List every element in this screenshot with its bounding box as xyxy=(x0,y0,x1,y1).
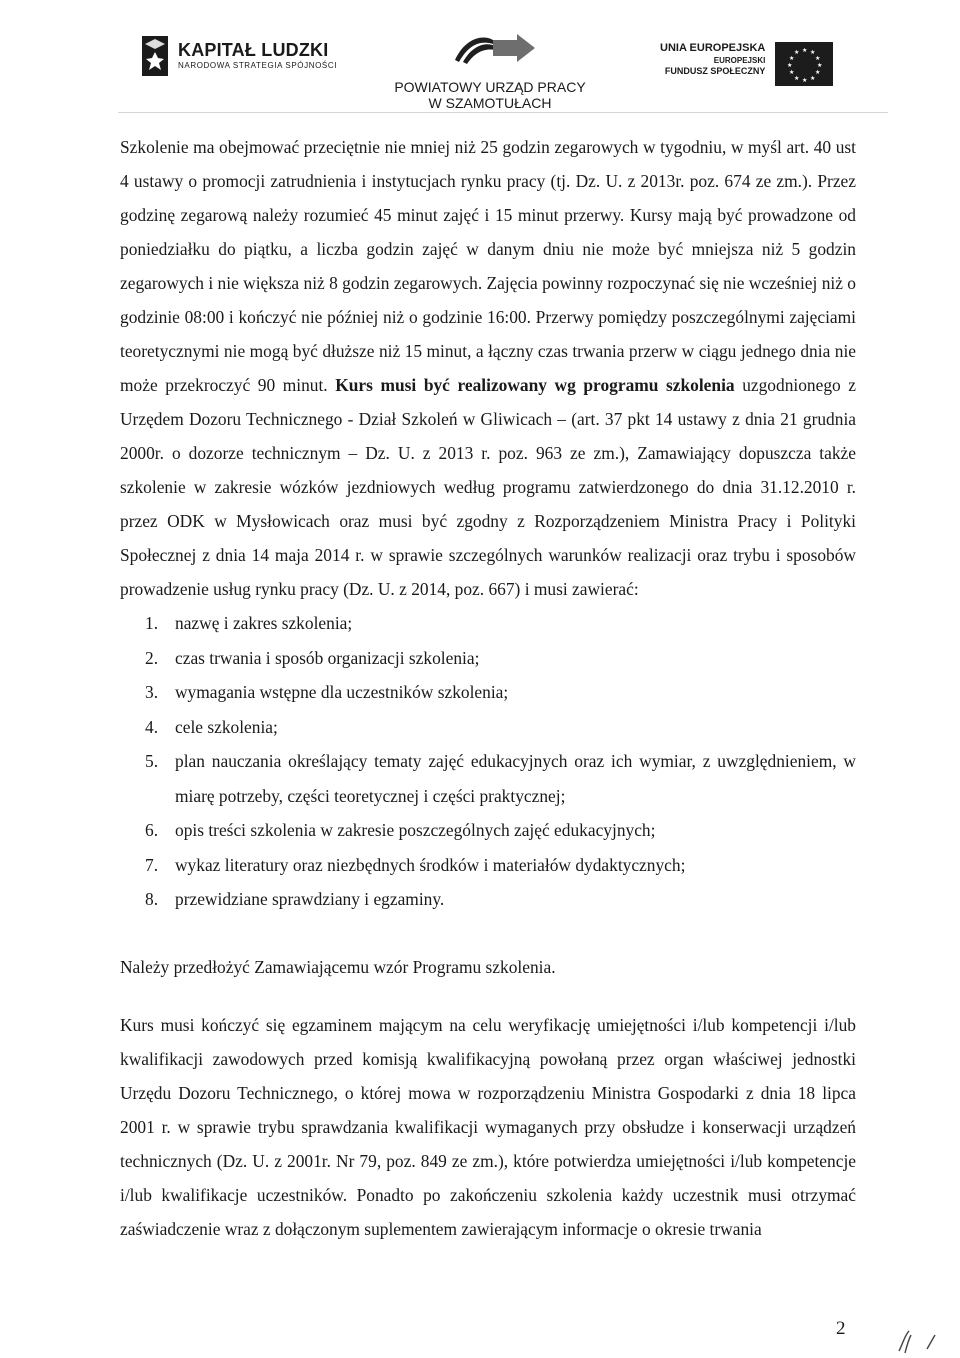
pup-arrow-logo-icon xyxy=(435,30,545,74)
list-item: 1. nazwę i zakres szkolenia; xyxy=(145,613,353,633)
svg-text:★: ★ xyxy=(802,77,808,84)
list-item: 2. czas trwania i sposób organizacji szkolenia; xyxy=(145,647,480,668)
svg-text:★: ★ xyxy=(794,49,800,56)
kapital-ludzki-title: KAPITAŁ LUDZKI xyxy=(178,40,329,60)
pup-name-line1: POWIATOWY URZĄD PRACY xyxy=(394,79,586,95)
eu-line3: FUNDUSZ SPOŁECZNY xyxy=(664,66,766,76)
paragraph-schedule-text: Szkolenie ma obejmować przeciętnie nie mniej niż 25 godzin zegarowych w tygodniu, w myśl art. 40 ust 4 ustawy o promocji zatrudnienia i instytucjach rynku pracy (tj. Dz. U. z 2013r. poz. 674 ze zm.). Przez godzinę zegarową należy rozumieć 45 minut zajęć i 15 minut przerwy. Kursy mają być prowadzone od poniedziałku do piątku, a liczba godzin zajęć w danym dniu nie może być mniejsza niż 5 godzin zegarowych i nie większa niż 8 godzin zegarowych. Zajęcia powinny rozpoczynać się nie wcześniej niż o godzinie 08:00 i kończyć nie później niż o godzinie 16:00. Przerwy pomiędzy poszczególnymi zajęciami teoretycznymi nie mogą być dłuższe niż 15 minut, a łączny czas trwania przerw w ciągu jednego dnia nie może przekroczyć 90 minut. xyxy=(120,137,856,395)
kapital-ludzki-logo xyxy=(142,36,337,76)
svg-text:★: ★ xyxy=(810,49,816,56)
kapital-ludzki-flag-icon xyxy=(142,36,168,76)
svg-text:★: ★ xyxy=(789,69,795,76)
svg-text:★: ★ xyxy=(815,55,821,62)
list-item: 6. opis treści szkolenia w zakresie poszczególnych zajęć edukacyjnych; xyxy=(145,820,656,840)
svg-text:★: ★ xyxy=(789,55,795,62)
list-item: 8. przewidziane sprawdziany i egzaminy. xyxy=(145,889,445,909)
pup-logo-block xyxy=(380,30,600,111)
header-divider xyxy=(118,112,888,113)
list-item: 4. cele szkolenia; xyxy=(145,716,278,737)
eu-flag-icon xyxy=(775,42,833,86)
paragraph-schedule xyxy=(120,130,856,606)
svg-text:★: ★ xyxy=(787,62,793,69)
svg-text:★: ★ xyxy=(815,69,821,76)
page-header xyxy=(0,0,960,118)
svg-text:★: ★ xyxy=(794,75,800,82)
eu-line1: UNIA EUROPEJSKA xyxy=(660,42,766,54)
svg-text:★: ★ xyxy=(817,62,823,69)
pup-name-line2: W SZAMOTUŁACH xyxy=(428,95,552,111)
paragraph-schedule-text-cont: uzgodnionego z Urzędem Dozoru Technicznego - Dział Szkoleń w Gliwicach – (art. 37 pkt 14 ustawy z dnia 21 grudnia 2000r. o dozorze technicznym – Dz. U. z 2013 r. poz. 963 ze zm.), Zamawiający dopuszcza także szkolenie w zakresie wózków jezdniowych według programu zatwierdzonego do dnia 31.12.2010 r. przez ODK w Mysłowicach oraz musi być zgodny z Rozporządzeniem Ministra Pracy i Polityki Społecznej z dnia 14 maja 2014 r. w sprawie szczególnych warunków realizacji oraz trybu i sposobów prowadzenie usług rynku pracy (Dz. U. z 2014, poz. 667) i musi zawierać: xyxy=(120,375,857,599)
svg-text:★: ★ xyxy=(810,75,816,82)
eu-logo xyxy=(660,42,833,86)
page-number: 2 xyxy=(836,1318,846,1339)
paragraph-submit-program: Należy przedłożyć Zamawiającemu wzór Programu szkolenia. xyxy=(120,956,556,977)
eu-line2: EUROPEJSKI xyxy=(713,56,766,65)
list-item: 3. wymagania wstępne dla uczestników szkolenia; xyxy=(145,682,509,702)
list-item: 7. wykaz literatury oraz niezbędnych środków i materiałów dydaktycznych; xyxy=(145,854,686,875)
paragraph-exam: Kurs musi kończyć się egzaminem mającym na celu weryfikację umiejętności i/lub kompetencji i/lub kwalifikacji zawodowych przed komisją kwalifikacyjną powołaną przez organ właściwej jednostki Urzędu Dozoru Technicznego, o której mowa w rozporządzeniu Ministra Gospodarki z dnia 18 lipca 2001 r. w sprawie trybu sprawdzania kwalifikacji wymaganych przy obsłudze i konserwacji urządzeń technicznych (Dz. U. z 2001r. Nr 79, poz. 849 ze zm.), które potwierdza umiejętności i/lub kompetencje i/lub kwalifikacje uczestników. Ponadto po zakończeniu szkolenia każdy uczestnik musi otrzymać zaświadczenie wraz z dołączonym suplementem zawierającym informacje o okresie trwania xyxy=(120,1014,856,1239)
kapital-ludzki-subtitle: NARODOWA STRATEGIA SPÓJNOŚCI xyxy=(178,61,338,70)
document-body xyxy=(120,130,856,1246)
svg-text:★: ★ xyxy=(802,47,808,54)
initials-signature-icon xyxy=(895,1325,945,1355)
program-requirements-list xyxy=(120,606,856,917)
paragraph-schedule-bold: Kurs musi być realizowany wg programu szkolenia xyxy=(335,375,735,395)
list-item: 5. plan nauczania określający tematy zajęć edukacyjnych oraz ich wymiar, z uwzględnieniem, w miarę potrzeby, części teoretycznej i części praktycznej; xyxy=(145,751,856,806)
